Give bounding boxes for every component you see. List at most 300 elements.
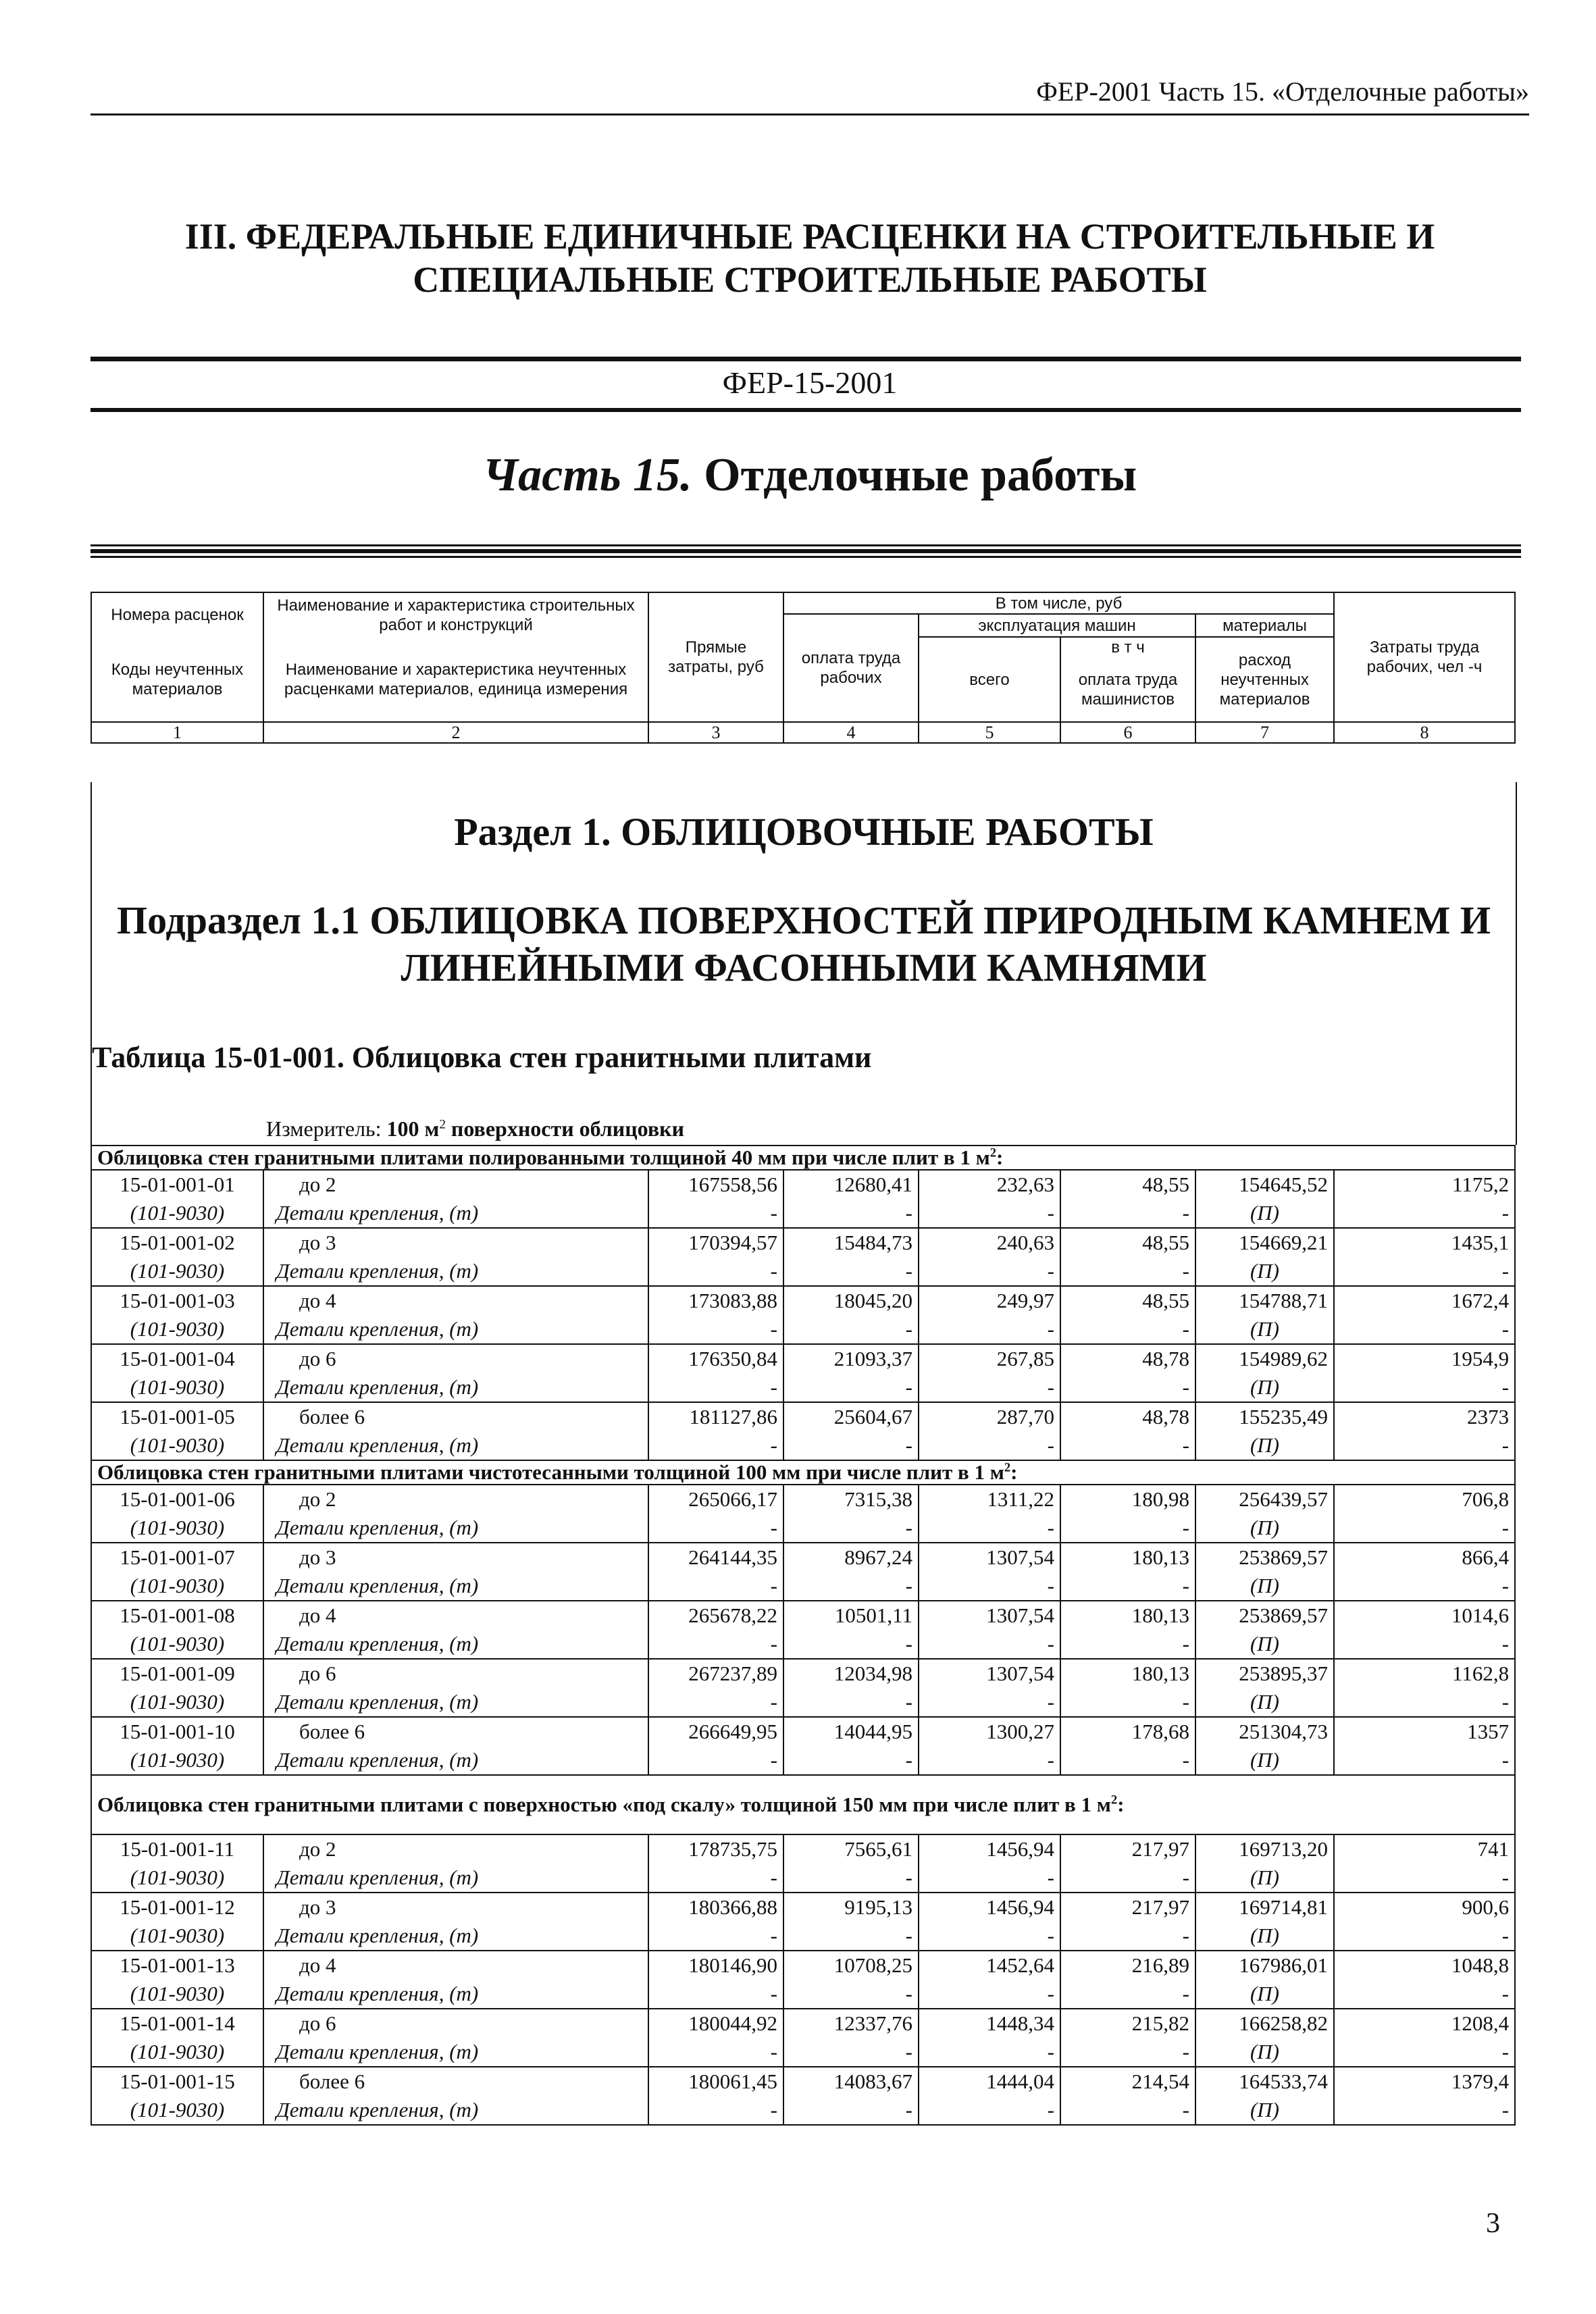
material-name: Детали крепления, (т) (263, 1980, 648, 2009)
material-name: Детали крепления, (т) (263, 1922, 648, 1951)
rate-name: до 4 (263, 1951, 648, 1980)
rate-labor: 7315,38 (783, 1485, 919, 1514)
material-dash: - (648, 1980, 783, 2009)
rates-table-rows (91, 1146, 1515, 2125)
rate-hours: 1435,1 (1334, 1228, 1515, 1257)
material-dash: - (648, 1863, 783, 1893)
part-rule-2 (91, 549, 1521, 553)
measure-line (91, 1116, 1517, 1145)
rate-row (91, 1951, 1515, 1980)
material-dash: - (1334, 2096, 1515, 2125)
material-code: (101-9030) (91, 1315, 263, 1344)
material-dash: - (1060, 1315, 1195, 1344)
rate-mat: 253869,57 (1195, 1601, 1334, 1630)
material-dash: - (648, 1572, 783, 1601)
material-dash: - (1334, 1514, 1515, 1543)
material-dash: - (783, 1199, 919, 1228)
rate-row (91, 1601, 1515, 1630)
group-title-exponent: 2 (989, 1146, 997, 1160)
rate-row (91, 2067, 1515, 2096)
rate-oper: 48,55 (1060, 1228, 1195, 1257)
rate-code: 15-01-001-03 (91, 1286, 263, 1315)
rate-mach: 240,63 (919, 1228, 1060, 1257)
rate-name: до 6 (263, 1344, 648, 1373)
group-title-colon: : (1010, 1460, 1018, 1484)
material-code: (101-9030) (91, 1514, 263, 1543)
doc-code-rule-bottom (91, 408, 1521, 412)
document-title-line-1: III. ФЕДЕРАЛЬНЫЕ ЕДИНИЧНЫЕ РАСЦЕНКИ НА СТРОИТЕЛЬНЫЕ И (184, 216, 1435, 257)
rate-labor: 15484,73 (783, 1228, 919, 1257)
rate-direct: 181127,86 (648, 1402, 783, 1431)
document-title-line-2: СПЕЦИАЛЬНЫЕ СТРОИТЕЛЬНЫЕ РАБОТЫ (413, 259, 1207, 300)
rate-mat: 154645,52 (1195, 1170, 1334, 1199)
rate-direct: 180044,92 (648, 2009, 783, 2038)
rate-labor: 25604,67 (783, 1402, 919, 1431)
rate-name: до 3 (263, 1543, 648, 1572)
material-name: Детали крепления, (т) (263, 1572, 648, 1601)
measure-description: поверхности облицовки (445, 1116, 685, 1141)
rate-row (91, 1717, 1515, 1746)
material-dash: - (1334, 1746, 1515, 1775)
material-dash: - (1334, 1630, 1515, 1659)
measure-unit-exponent: 2 (439, 1117, 446, 1132)
rate-mach: 232,63 (919, 1170, 1060, 1199)
material-dash: - (1334, 1980, 1515, 2009)
material-dash: - (919, 1315, 1060, 1344)
header-materials: материалы (1195, 614, 1334, 637)
material-name: Детали крепления, (т) (263, 2096, 648, 2125)
part-rule-3 (91, 556, 1521, 558)
rate-mat: 154788,71 (1195, 1286, 1334, 1315)
rate-oper: 48,78 (1060, 1402, 1195, 1431)
material-code: (101-9030) (91, 1630, 263, 1659)
rate-row (91, 1834, 1515, 1863)
rate-name: до 3 (263, 1893, 648, 1922)
rate-code: 15-01-001-15 (91, 2067, 263, 2096)
material-dash: - (648, 1688, 783, 1717)
rate-mach: 1307,54 (919, 1543, 1060, 1572)
header-direct-costs: Прямые затраты, руб (648, 592, 783, 722)
rate-name: более 6 (263, 1402, 648, 1431)
header-material-codes: Коды неучтенных материалов (91, 637, 263, 722)
rate-direct: 265678,22 (648, 1601, 783, 1630)
rate-row (91, 1170, 1515, 1199)
material-dash: - (919, 2038, 1060, 2067)
rate-mat: 169714,81 (1195, 1893, 1334, 1922)
material-unit: (П) (1195, 1746, 1334, 1775)
rate-direct: 266649,95 (648, 1717, 783, 1746)
material-row (91, 1373, 1515, 1402)
material-dash: - (919, 1431, 1060, 1460)
rate-name: до 2 (263, 1485, 648, 1514)
rate-oper: 214,54 (1060, 2067, 1195, 2096)
material-dash: - (783, 1315, 919, 1344)
header-rate-numbers: Номера расценок (91, 592, 263, 637)
material-name: Детали крепления, (т) (263, 1863, 648, 1893)
subsection-title (92, 897, 1516, 992)
rate-direct: 264144,35 (648, 1543, 783, 1572)
rate-mat: 169713,20 (1195, 1834, 1334, 1863)
material-dash: - (783, 1980, 919, 2009)
rate-mach: 1307,54 (919, 1601, 1060, 1630)
rates-table-body (91, 1145, 1516, 2126)
rate-code: 15-01-001-06 (91, 1485, 263, 1514)
group-header-row (91, 1775, 1515, 1834)
column-number: 3 (648, 722, 783, 743)
rate-row (91, 1893, 1515, 1922)
material-unit: (П) (1195, 1980, 1334, 2009)
rate-direct: 173083,88 (648, 1286, 783, 1315)
header-operators-pay: оплата труда машинистов (1060, 657, 1195, 722)
rate-row (91, 1659, 1515, 1688)
rate-mach: 1311,22 (919, 1485, 1060, 1514)
rate-name: до 4 (263, 1601, 648, 1630)
material-row (91, 1746, 1515, 1775)
rate-labor: 8967,24 (783, 1543, 919, 1572)
rate-mach: 1456,94 (919, 1834, 1060, 1863)
material-dash: - (1334, 1199, 1515, 1228)
group-title-exponent: 2 (1110, 1793, 1118, 1807)
header-machine-total: всего (919, 637, 1060, 722)
column-number: 4 (783, 722, 919, 743)
rate-code: 15-01-001-10 (91, 1717, 263, 1746)
material-row (91, 1630, 1515, 1659)
rate-mat: 167986,01 (1195, 1951, 1334, 1980)
material-unit: (П) (1195, 1572, 1334, 1601)
material-dash: - (1060, 1746, 1195, 1775)
rate-row (91, 1485, 1515, 1514)
rate-labor: 12034,98 (783, 1659, 919, 1688)
rate-code: 15-01-001-01 (91, 1170, 263, 1199)
rate-hours: 2373 (1334, 1402, 1515, 1431)
material-unit: (П) (1195, 2038, 1334, 2067)
material-dash: - (919, 1514, 1060, 1543)
material-name: Детали крепления, (т) (263, 2038, 648, 2067)
rate-labor: 12680,41 (783, 1170, 919, 1199)
table-title: Таблица 15-01-001. Облицовка стен гранитными плитами (92, 1041, 872, 1074)
material-dash: - (1060, 1572, 1195, 1601)
rate-hours: 900,6 (1334, 1893, 1515, 1922)
rate-name: до 2 (263, 1834, 648, 1863)
material-unit: (П) (1195, 1863, 1334, 1893)
rate-oper: 48,55 (1060, 1170, 1195, 1199)
header-labor-pay: оплата труда рабочих (783, 614, 919, 722)
material-row (91, 1572, 1515, 1601)
material-dash: - (783, 1572, 919, 1601)
material-code: (101-9030) (91, 1746, 263, 1775)
header-machine-operation: эксплуатация машин (919, 614, 1195, 637)
rate-code: 15-01-001-08 (91, 1601, 263, 1630)
rate-code: 15-01-001-02 (91, 1228, 263, 1257)
material-code: (101-9030) (91, 2038, 263, 2067)
material-row (91, 1863, 1515, 1893)
material-row (91, 2038, 1515, 2067)
rate-oper: 217,97 (1060, 1893, 1195, 1922)
page-number: 3 (1486, 2208, 1500, 2239)
rate-mat: 253869,57 (1195, 1543, 1334, 1572)
material-row (91, 1257, 1515, 1286)
group-title-text: Облицовка стен гранитными плитами чистотесанными толщиной 100 мм при числе плит в 1 м (97, 1460, 1004, 1484)
subsection-title-line-2: ЛИНЕЙНЫМИ ФАСОННЫМИ КАМНЯМИ (401, 946, 1207, 989)
rate-direct: 167558,56 (648, 1170, 783, 1199)
rate-labor: 18045,20 (783, 1286, 919, 1315)
material-name: Детали крепления, (т) (263, 1199, 648, 1228)
rate-oper: 180,98 (1060, 1485, 1195, 1514)
material-dash: - (919, 1746, 1060, 1775)
rate-row (91, 1286, 1515, 1315)
material-dash: - (783, 2038, 919, 2067)
material-row (91, 1315, 1515, 1344)
material-unit: (П) (1195, 1257, 1334, 1286)
rate-row (91, 2009, 1515, 2038)
material-dash: - (648, 1922, 783, 1951)
material-dash: - (919, 1572, 1060, 1601)
material-unit: (П) (1195, 1373, 1334, 1402)
rate-code: 15-01-001-04 (91, 1344, 263, 1373)
material-dash: - (783, 1922, 919, 1951)
material-code: (101-9030) (91, 1257, 263, 1286)
rate-mach: 1452,64 (919, 1951, 1060, 1980)
column-number: 5 (919, 722, 1060, 743)
rate-mach: 1307,54 (919, 1659, 1060, 1688)
document-code: ФЕР-15-2001 (722, 365, 898, 400)
material-dash: - (1334, 1315, 1515, 1344)
material-dash: - (783, 1630, 919, 1659)
header-in-total: В том числе, руб (783, 592, 1334, 614)
material-name: Детали крепления, (т) (263, 1688, 648, 1717)
material-dash: - (648, 1315, 783, 1344)
column-number: 2 (263, 722, 648, 743)
material-dash: - (783, 1746, 919, 1775)
material-dash: - (1334, 1257, 1515, 1286)
material-row (91, 1980, 1515, 2009)
material-dash: - (648, 1257, 783, 1286)
material-dash: - (783, 1373, 919, 1402)
material-dash: - (919, 1257, 1060, 1286)
rate-labor: 10708,25 (783, 1951, 919, 1980)
rate-labor: 7565,61 (783, 1834, 919, 1863)
column-number: 6 (1060, 722, 1195, 743)
rate-oper: 180,13 (1060, 1601, 1195, 1630)
material-dash: - (919, 1688, 1060, 1717)
material-dash: - (648, 1630, 783, 1659)
part-rule-1 (91, 544, 1521, 546)
rate-mat: 251304,73 (1195, 1717, 1334, 1746)
material-code: (101-9030) (91, 1431, 263, 1460)
rate-name: более 6 (263, 1717, 648, 1746)
rate-mat: 154989,62 (1195, 1344, 1334, 1373)
rate-mat: 166258,82 (1195, 2009, 1334, 2038)
material-dash: - (648, 1199, 783, 1228)
rate-hours: 706,8 (1334, 1485, 1515, 1514)
part-title-italic: Часть 15. (482, 449, 692, 501)
material-dash: - (1060, 1922, 1195, 1951)
material-dash: - (648, 2038, 783, 2067)
rate-hours: 866,4 (1334, 1543, 1515, 1572)
rate-hours: 1048,8 (1334, 1951, 1515, 1980)
material-dash: - (783, 1431, 919, 1460)
material-dash: - (648, 1431, 783, 1460)
group-title-colon: : (1117, 1793, 1125, 1816)
material-dash: - (1334, 1373, 1515, 1402)
rate-row (91, 1543, 1515, 1572)
rate-direct: 178735,75 (648, 1834, 783, 1863)
rate-oper: 48,55 (1060, 1286, 1195, 1315)
material-dash: - (919, 1199, 1060, 1228)
material-dash: - (783, 1863, 919, 1893)
rate-code: 15-01-001-14 (91, 2009, 263, 2038)
material-dash: - (1334, 1922, 1515, 1951)
material-dash: - (919, 1630, 1060, 1659)
material-dash: - (1334, 1431, 1515, 1460)
column-number: 8 (1334, 722, 1515, 743)
rate-oper: 48,78 (1060, 1344, 1195, 1373)
material-dash: - (1060, 2038, 1195, 2067)
material-code: (101-9030) (91, 1863, 263, 1893)
material-unit: (П) (1195, 2096, 1334, 2125)
rate-name: до 3 (263, 1228, 648, 1257)
material-dash: - (648, 1373, 783, 1402)
rate-mat: 155235,49 (1195, 1402, 1334, 1431)
part-title (91, 448, 1529, 503)
rate-oper: 178,68 (1060, 1717, 1195, 1746)
material-unit: (П) (1195, 1922, 1334, 1951)
rate-direct: 267237,89 (648, 1659, 783, 1688)
material-row (91, 2096, 1515, 2125)
material-row (91, 1514, 1515, 1543)
doc-code-rule-top (91, 357, 1521, 361)
rate-mach: 287,70 (919, 1402, 1060, 1431)
material-code: (101-9030) (91, 1572, 263, 1601)
rate-code: 15-01-001-11 (91, 1834, 263, 1863)
rate-direct: 180146,90 (648, 1951, 783, 1980)
material-dash: - (783, 1257, 919, 1286)
material-dash: - (783, 1688, 919, 1717)
rate-mach: 1456,94 (919, 1893, 1060, 1922)
rate-hours: 1672,4 (1334, 1286, 1515, 1315)
material-dash: - (1060, 1630, 1195, 1659)
material-code: (101-9030) (91, 1688, 263, 1717)
rate-mach: 267,85 (919, 1344, 1060, 1373)
material-dash: - (783, 1514, 919, 1543)
rate-mach: 249,97 (919, 1286, 1060, 1315)
material-name: Детали крепления, (т) (263, 1630, 648, 1659)
material-dash: - (1060, 1257, 1195, 1286)
material-dash: - (1060, 1688, 1195, 1717)
material-unit: (П) (1195, 1431, 1334, 1460)
rate-mach: 1444,04 (919, 2067, 1060, 2096)
rate-labor: 9195,13 (783, 1893, 919, 1922)
material-dash: - (1060, 1514, 1195, 1543)
rate-hours: 1162,8 (1334, 1659, 1515, 1688)
material-dash: - (919, 1922, 1060, 1951)
group-title (91, 1460, 1515, 1485)
rate-code: 15-01-001-07 (91, 1543, 263, 1572)
rate-code: 15-01-001-13 (91, 1951, 263, 1980)
rate-hours: 1014,6 (1334, 1601, 1515, 1630)
material-name: Детали крепления, (т) (263, 1514, 648, 1543)
running-header: ФЕР-2001 Часть 15. «Отделочные работы» (1036, 76, 1529, 107)
material-dash: - (783, 2096, 919, 2125)
material-unit: (П) (1195, 1199, 1334, 1228)
material-dash: - (648, 1746, 783, 1775)
material-name: Детали крепления, (т) (263, 1373, 648, 1402)
group-title-colon: : (996, 1146, 1004, 1169)
material-unit: (П) (1195, 1688, 1334, 1717)
material-dash: - (1060, 1980, 1195, 2009)
material-unit: (П) (1195, 1630, 1334, 1659)
material-code: (101-9030) (91, 2096, 263, 2125)
rate-oper: 180,13 (1060, 1659, 1195, 1688)
section-block (91, 782, 1517, 1125)
rate-direct: 180061,45 (648, 2067, 783, 2096)
material-dash: - (1060, 1431, 1195, 1460)
group-header-row (91, 1146, 1515, 1170)
material-dash: - (648, 2096, 783, 2125)
rate-oper: 216,89 (1060, 1951, 1195, 1980)
rate-mat: 253895,37 (1195, 1659, 1334, 1688)
group-title-text: Облицовка стен гранитными плитами полированными толщиной 40 мм при числе плит в 1 м (97, 1146, 990, 1169)
header-labor-costs: Затраты труда рабочих, чел -ч (1334, 592, 1515, 722)
header-work-name: Наименование и характеристика строительных работ и конструкций (263, 592, 648, 637)
material-code: (101-9030) (91, 1199, 263, 1228)
material-name: Детали крепления, (т) (263, 1257, 648, 1286)
material-row (91, 1431, 1515, 1460)
material-row (91, 1688, 1515, 1717)
material-name: Детали крепления, (т) (263, 1315, 648, 1344)
material-code: (101-9030) (91, 1980, 263, 2009)
header-material-name: Наименование и характеристика неучтенных расценками материалов, единица измерения (263, 637, 648, 722)
material-dash: - (1060, 1863, 1195, 1893)
section-title: Раздел 1. ОБЛИЦОВОЧНЫЕ РАБОТЫ (454, 810, 1154, 854)
material-unit: (П) (1195, 1514, 1334, 1543)
rate-hours: 1954,9 (1334, 1344, 1515, 1373)
rate-oper: 215,82 (1060, 2009, 1195, 2038)
group-title (91, 1775, 1515, 1834)
rate-hours: 1379,4 (1334, 2067, 1515, 2096)
rate-code: 15-01-001-05 (91, 1402, 263, 1431)
part-title-text: Отделочные работы (692, 449, 1137, 501)
material-dash: - (919, 2096, 1060, 2125)
rate-name: до 6 (263, 2009, 648, 2038)
group-title (91, 1146, 1515, 1170)
rate-mach: 1300,27 (919, 1717, 1060, 1746)
rate-mach: 1448,34 (919, 2009, 1060, 2038)
rate-direct: 170394,57 (648, 1228, 783, 1257)
rate-row (91, 1344, 1515, 1373)
rate-direct: 265066,17 (648, 1485, 783, 1514)
document-title (91, 215, 1529, 301)
rate-hours: 1357 (1334, 1717, 1515, 1746)
rates-table-header (91, 592, 1516, 744)
material-row (91, 1199, 1515, 1228)
column-number: 1 (91, 722, 263, 743)
rate-name: до 4 (263, 1286, 648, 1315)
measure-unit: 100 м (386, 1116, 440, 1141)
rate-code: 15-01-001-12 (91, 1893, 263, 1922)
group-title-text: Облицовка стен гранитными плитами с поверхностью «под скалу» толщиной 150 мм при числе плит в 1 м (97, 1793, 1111, 1816)
material-dash: - (1060, 1199, 1195, 1228)
rate-oper: 180,13 (1060, 1543, 1195, 1572)
material-row (91, 1922, 1515, 1951)
rate-labor: 10501,11 (783, 1601, 919, 1630)
rate-oper: 217,97 (1060, 1834, 1195, 1863)
header-unaccounted-materials: расход неучтенных материалов (1195, 637, 1334, 722)
rate-hours: 1175,2 (1334, 1170, 1515, 1199)
rate-hours: 1208,4 (1334, 2009, 1515, 2038)
subsection-title-line-1: Подраздел 1.1 ОБЛИЦОВКА ПОВЕРХНОСТЕЙ ПРИРОДНЫМ КАМНЕМ И (116, 898, 1491, 942)
group-header-row (91, 1460, 1515, 1485)
